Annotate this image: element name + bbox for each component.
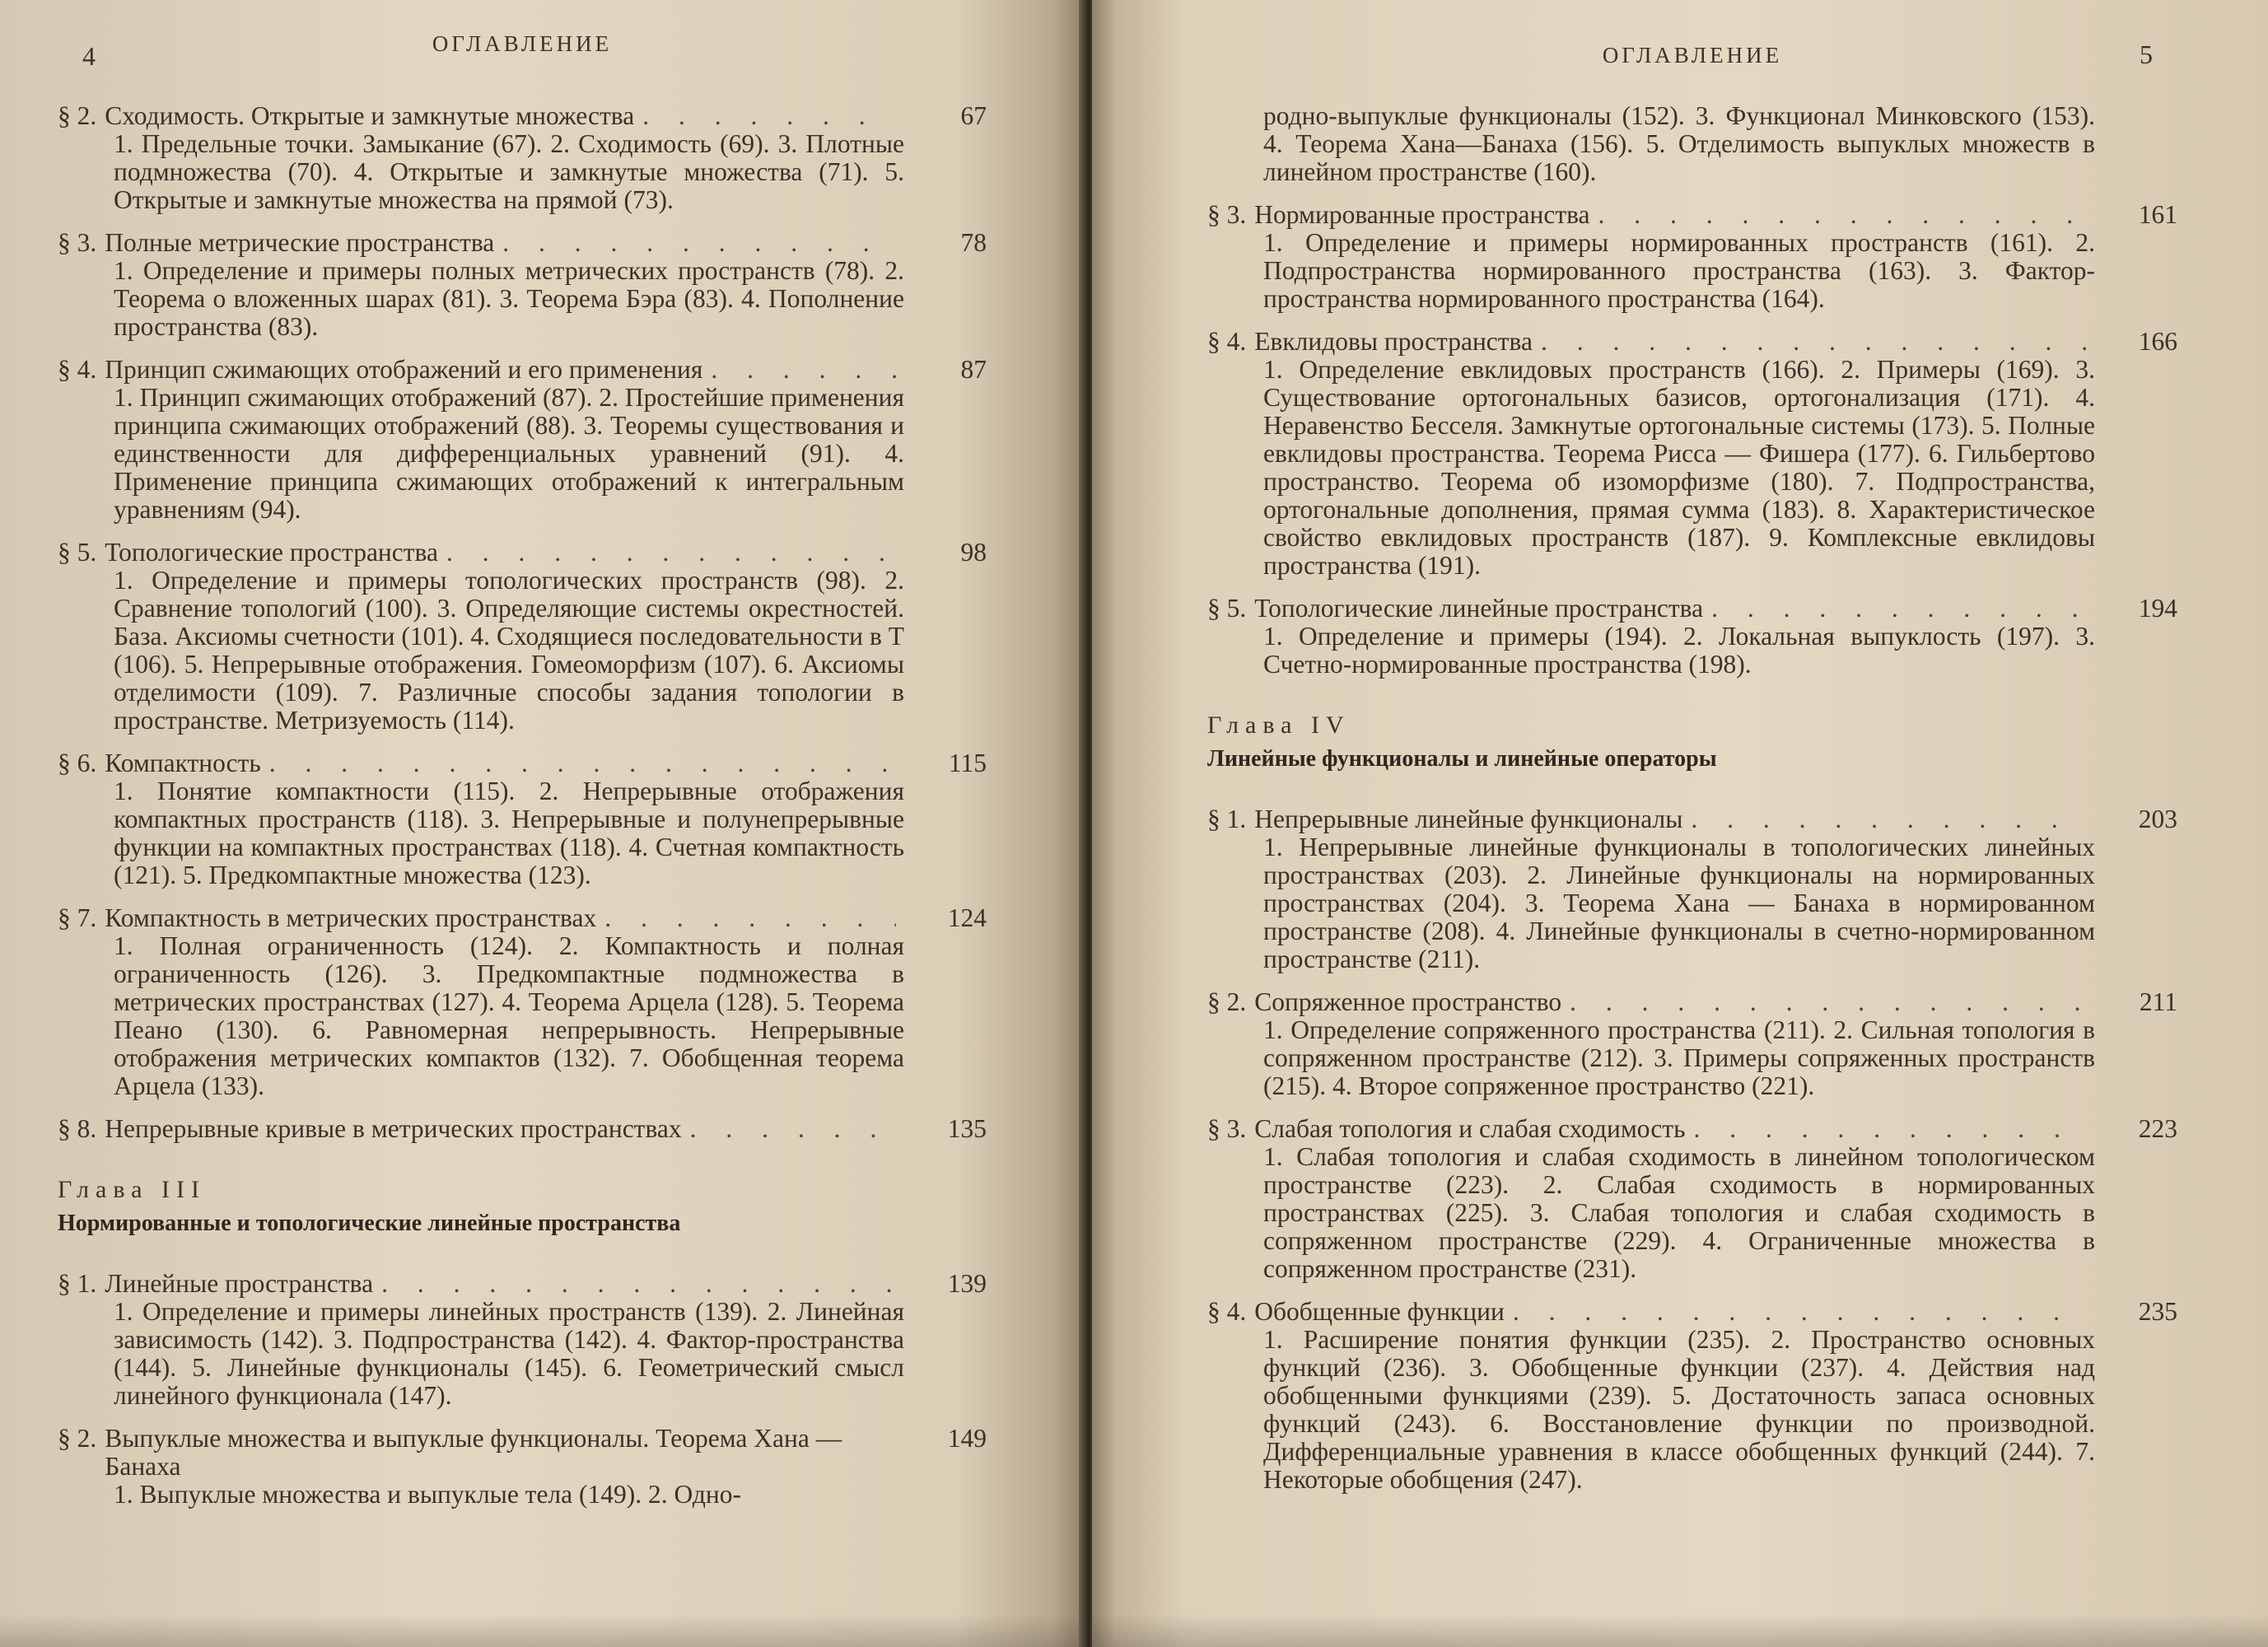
left-page [0,0,1085,1647]
section-title: Выпуклые множества и выпуклые функционалы. Теорема Хана — Банаха [105,1425,842,1481]
section-title: Компактность в метрических пространствах [105,904,597,932]
section-number: § 3. [1207,1115,1247,1143]
section-page-number: 149 [947,1424,987,1453]
section-subtopics: 1. Понятие компактности (115). 2. Непрерывные отображения компактных пространств (118). 3. Непрерывные и полунепрерывные функции на компактных пространствах (118). 4. Счетная компактность (121). 5. Предкомпактные множества (123). [114,777,904,889]
toc-entry-head [58,1115,987,1143]
continuation-text: родно-выпуклые функционалы (152). 3. Функционал Минковского (153). 4. Теорема Хана—Банаха (156). 5. Отделимость выпуклых множеств в линейном пространстве (160). [1263,101,2095,186]
section-title: Слабая топология и слабая сходимость [1254,1115,1686,1143]
toc-entry-head [58,1425,987,1481]
toc-entry [58,1425,987,1509]
section-title: Принцип сжимающих отображений и его применения [105,356,703,384]
section-title: Евклидовы пространства [1254,328,1533,356]
leader-dots [1513,1298,2087,1326]
toc-entry [58,1270,987,1410]
right-running-head [1207,25,2177,74]
right-page [1092,0,2268,1647]
section-page-number: 161 [2138,200,2177,229]
toc-entry-head [58,229,987,257]
section-page-number: 135 [947,1114,987,1143]
toc-entry-head [1207,805,2177,833]
section-number: § 6. [58,749,97,777]
leader-dots [604,904,896,932]
section-number: § 1. [1207,805,1247,833]
toc-entry [58,539,987,735]
section-page-number: 98 [960,538,987,567]
toc-entry [58,1115,987,1143]
leader-dots [381,1270,896,1298]
chapter-title: Линейные функционалы и линейные операторы [1207,746,1717,772]
leader-dots [1598,201,2087,229]
right-chapter-toc-list [1207,805,2177,1494]
section-title: Непрерывные кривые в метрических пространствах [105,1115,682,1143]
section-page-number: 124 [947,903,987,932]
toc-entry-head [1207,988,2177,1016]
toc-entry-head [58,904,987,932]
section-number: § 2. [58,102,97,130]
section-subtopics: 1. Непрерывные линейные функционалы в топологических линейных пространствах (203). 2. Линейные функционалы на нормированных пространствах (204). 3. Теорема Хана — Банаха в нормированном пространстве (208). 4. Линейные функционалы в счетно-нормированном пространстве (211). [1263,833,2095,973]
section-number: § 5. [1207,595,1247,623]
section-title: Полные метрические пространства [105,229,495,257]
section-title: Сопряженное пространство [1254,988,1562,1016]
toc-entry-head [1207,595,2177,623]
section-page-number: 78 [960,228,987,257]
left-running-title: ОГЛАВЛЕНИЕ [432,31,613,56]
toc-entry [1207,805,2177,973]
section-subtopics: 1. Определение и примеры (194). 2. Локальная выпуклость (197). 3. Счетно-нормированные пространства (198). [1263,622,2095,679]
toc-entry [58,749,987,889]
section-title: Топологические линейные пространства [1254,595,1704,623]
toc-entry-head [58,539,987,567]
leader-dots [642,102,896,130]
section-page-number: 139 [947,1269,987,1298]
section-page-number: 235 [2138,1297,2177,1326]
section-title: Топологические пространства [105,539,438,567]
section-page-number: 194 [2138,594,2177,623]
section-subtopics: 1. Определение евклидовых пространств (166). 2. Примеры (169). 3. Существование ортогональных базисов, ортогонализация (171). 4. Неравенство Бесселя. Замкнутые ортогональные системы (173). 5. Полные евклидовы пространства. Теорема Рисса — Фишера (177). 6. Гильбертово пространство. Теорема об изоморфизме (180). 7. Подпространства, ортогональные дополнения, прямая сумма (183). 8. Характеристическое свойство евклидовых пространств (187). 9. Комплексные евклидовы пространства (191). [1263,355,2095,580]
leader-dots [502,229,896,257]
section-page-number: 166 [2138,327,2177,356]
section-number: § 4. [58,356,97,384]
section-number: § 4. [1207,328,1247,356]
toc-entry [1207,201,2177,313]
section-subtopics: 1. Расширение понятия функции (235). 2. Пространство основных функций (236). 3. Обобщенные функции (237). 4. Действия над обобщенными функциями (239). 5. Достаточность запаса основных функций (243). 6. Восстановление функции по производной. Дифференциальные уравнения в классе обобщенных функций (244). 7. Некоторые обобщения (247). [1263,1325,2095,1494]
leader-dots [690,1115,896,1143]
leader-dots [711,356,896,384]
section-subtopics: 1. Определение и примеры нормированных пространств (161). 2. Подпространства нормированного пространства (163). 3. Фактор-пространства нормированного пространства (164). [1263,228,2095,313]
section-subtopics: 1. Слабая топология и слабая сходимость в линейном топологическом пространстве (223). 2. Слабая сходимость в нормированных пространствах (225). 3. Слабая топология и слабая сходимость в сопряженном пространстве (229). 4. Ограниченные множества в сопряженном пространстве (231). [1263,1142,2095,1283]
leader-dots [1570,988,2087,1016]
toc-entry-head [58,356,987,384]
toc-entry [58,102,987,214]
toc-entry-head [1207,1115,2177,1143]
section-subtopics: 1. Полная ограниченность (124). 2. Компактность и полная ограниченность (126). 3. Предкомпактные подмножества в метрических пространствах (127). 4. Теорема Арцела (128). 5. Теорема Пеано (130). 6. Равномерная непрерывность. Непрерывные отображения метрических компактов (132). 7. Обобщенная теорема Арцела (133). [114,931,904,1100]
left-running-head [58,25,987,74]
section-number: § 4. [1207,1298,1247,1326]
section-number: § 5. [58,539,97,567]
toc-entry [58,904,987,1100]
toc-entry [58,356,987,524]
section-subtopics: 1. Определение и примеры линейных пространств (139). 2. Линейная зависимость (142). 3. Подпространства (142). 4. Фактор-пространства (144). 5. Линейные функционалы (145). 6. Геометрический смысл линейного функционала (147). [114,1297,904,1410]
leader-dots [446,539,896,567]
toc-entry [58,229,987,341]
section-subtopics: 1. Определение сопряженного пространства (211). 2. Сильная топология в сопряженном пространстве (212). 3. Примеры сопряженных пространств (215). 4. Второе сопряженное пространство (221). [1263,1015,2095,1100]
section-number: § 8. [58,1115,97,1143]
toc-entry-head [1207,1298,2177,1326]
section-title: Компактность [105,749,261,777]
section-page-number: 67 [960,101,987,130]
leader-dots [1541,328,2087,356]
section-number: § 2. [58,1425,97,1453]
section-title: Линейные пространства [105,1270,374,1298]
section-subtopics: 1. Предельные точки. Замыкание (67). 2. Сходимость (69). 3. Плотные подмножества (70). 4. Открытые и замкнутые множества (71). 5. Открытые и замкнутые множества на прямой (73). [114,129,904,214]
toc-entry-head [58,1270,987,1298]
leader-dots [1711,595,2087,623]
toc-entry [1207,328,2177,580]
section-subtopics: 1. Принцип сжимающих отображений (87). 2. Простейшие применения принципа сжимающих отображений (88). 3. Теоремы существования и единственности для дифференциальных уравнений (91). 4. Применение принципа сжимающих отображений к интегральным уравнениям (94). [114,383,904,524]
toc-entry [1207,1298,2177,1494]
section-page-number: 223 [2138,1114,2177,1143]
chapter-label: Глава IV [1207,712,1351,739]
section-page-number: 87 [960,355,987,384]
leader-dots [1691,805,2087,833]
section-number: § 3. [1207,201,1247,229]
section-number: § 3. [58,229,97,257]
right-page-number: 5 [2140,40,2153,69]
section-number: § 1. [58,1270,97,1298]
left-toc-list [58,102,987,1143]
section-number: § 7. [58,904,97,932]
section-title: Непрерывные линейные функционалы [1254,805,1683,833]
leader-dots [269,749,896,777]
leader-dots [1693,1115,2087,1143]
section-page-number: 203 [2138,805,2177,833]
section-title: Нормированные пространства [1254,201,1590,229]
toc-entry [1207,595,2177,679]
left-chapter-toc-list [58,1270,987,1509]
toc-entry-head [58,749,987,777]
chapter-title: Нормированные и топологические линейные пространства [58,1211,681,1236]
section-subtopics: 1. Выпуклые множества и выпуклые тела (149). 2. Одно- [114,1480,741,1509]
right-running-title: ОГЛАВЛЕНИЕ [1602,43,1783,68]
section-title: Сходимость. Открытые и замкнутые множества [105,102,635,130]
toc-entry-head [1207,201,2177,229]
toc-entry [1207,988,2177,1100]
toc-entry [1207,1115,2177,1283]
section-page-number: 115 [948,749,987,777]
section-number: § 2. [1207,988,1247,1016]
section-title: Обобщенные функции [1254,1298,1505,1326]
section-subtopics: 1. Определение и примеры топологических пространств (98). 2. Сравнение топологий (100). 3. Определяющие системы окрестностей. База. Аксиомы счетности (101). 4. Сходящиеся последовательности в T (106). 5. Непрерывные отображения. Гомеоморфизм (107). 6. Аксиомы отделимости (109). 7. Различные способы задания топологии в пространстве. Метризуемость (114). [114,566,904,735]
section-subtopics: 1. Определение и примеры полных метрических пространств (78). 2. Теорема о вложенных шарах (81). 3. Теорема Бэра (83). 4. Пополнение пространства (83). [114,256,904,341]
section-page-number: 211 [2139,987,2177,1016]
left-page-number: 4 [82,41,96,71]
right-toc-list [1207,201,2177,679]
chapter-label: Глава III [58,1176,206,1203]
toc-entry-head [1207,328,2177,356]
toc-entry-head [58,102,987,130]
